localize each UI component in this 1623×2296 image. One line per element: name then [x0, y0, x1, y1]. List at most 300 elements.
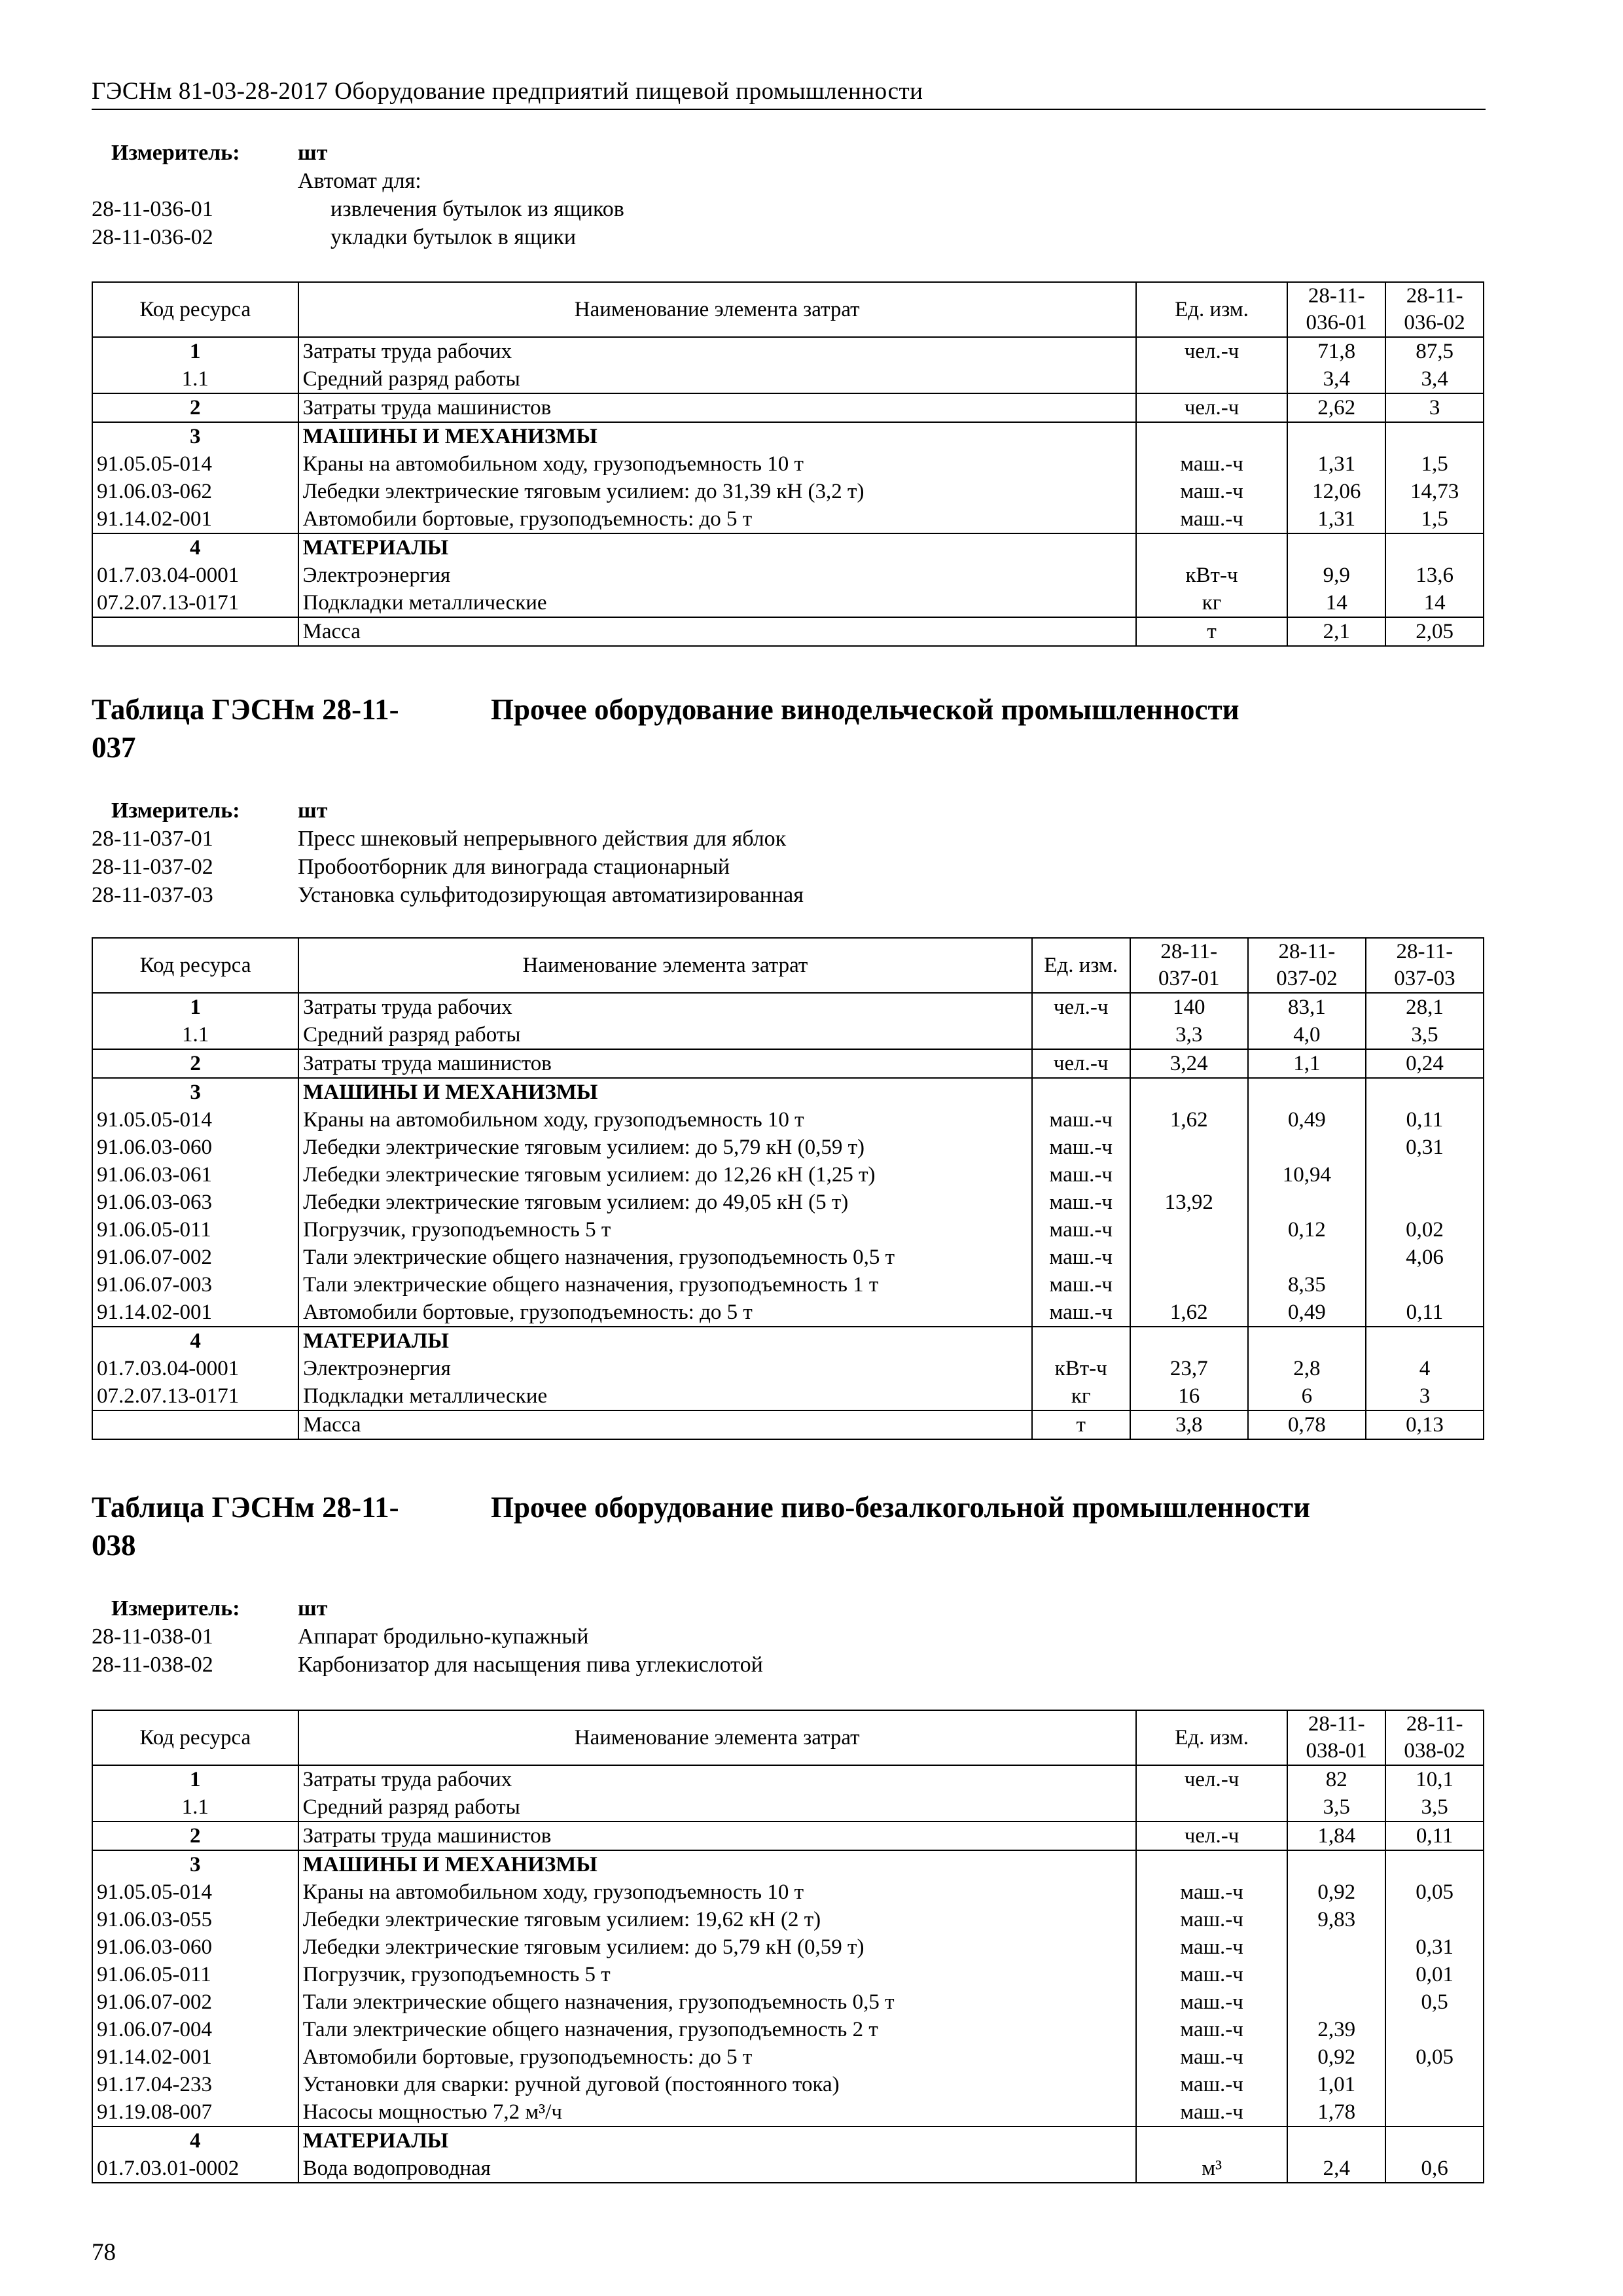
- cost-element-cell: Электроэнергия: [298, 1355, 1032, 1382]
- value-cell: 0,92: [1287, 1878, 1385, 1906]
- resource-code-cell: 91.06.05-011: [92, 1961, 298, 1988]
- unit-cell: [1032, 1327, 1130, 1355]
- unit-cell: кг: [1032, 1382, 1130, 1410]
- value-cell: 1,62: [1130, 1299, 1248, 1327]
- value-cell: 2,62: [1287, 393, 1385, 422]
- value-cell: 0,11: [1385, 1821, 1484, 1850]
- table-row: [92, 2043, 1484, 2071]
- cost-element-cell: МАТЕРИАЛЫ: [298, 2126, 1136, 2155]
- unit-cell: т: [1136, 617, 1288, 646]
- resource-code-cell: 91.06.07-004: [92, 2016, 298, 2043]
- page-number: 78: [92, 2239, 116, 2266]
- meas-label: Измеритель:: [111, 798, 240, 823]
- unit-cell: маш.-ч: [1136, 2098, 1288, 2126]
- measure-block-3: [92, 1594, 1486, 1679]
- resource-code-cell: 91.06.05-011: [92, 1216, 298, 1244]
- value-cell: [1130, 1271, 1248, 1299]
- unit-cell: [1032, 1021, 1130, 1049]
- value-cell: 1,5: [1385, 505, 1484, 533]
- value-cell: [1248, 1189, 1366, 1216]
- value-cell: 13,92: [1130, 1189, 1248, 1216]
- value-cell: 2,1: [1287, 617, 1385, 646]
- table-title-text: Прочее оборудование винодельческой промышленности: [491, 693, 1240, 726]
- unit-cell: маш.-ч: [1136, 2043, 1288, 2071]
- cost-element-cell: Тали электрические общего назначения, грузоподъемность 2 т: [298, 2016, 1136, 2043]
- value-cell: 3,5: [1385, 1793, 1484, 1821]
- table-row: [92, 1961, 1484, 1988]
- resource-code-cell: 4: [92, 2126, 298, 2155]
- value-cell: 16: [1130, 1382, 1248, 1410]
- value-cell: 1,5: [1385, 450, 1484, 478]
- measure-block-1: [92, 139, 1486, 251]
- value-cell: [1248, 1327, 1366, 1355]
- page-header: ГЭСНм 81-03-28-2017 Оборудование предприятий пищевой промышленности: [92, 77, 1486, 110]
- table-row: [92, 1189, 1484, 1216]
- table-row: [92, 1355, 1484, 1382]
- cost-element-cell: Лебедки электрические тяговым усилием: до 5,79 кН (0,59 т): [298, 1134, 1032, 1161]
- value-cell: 9,83: [1287, 1906, 1385, 1933]
- unit-cell: маш.-ч: [1136, 2016, 1288, 2043]
- value-cell: 87,5: [1385, 337, 1484, 365]
- unit-cell: маш.-ч: [1032, 1216, 1130, 1244]
- value-cell: 2,05: [1385, 617, 1484, 646]
- value-cell: [1385, 2016, 1484, 2043]
- resource-code-cell: 4: [92, 1327, 298, 1355]
- value-cell: 3,4: [1385, 365, 1484, 393]
- table-row: [92, 1793, 1484, 1821]
- resource-code-cell: 01.7.03.04-0001: [92, 1355, 298, 1382]
- value-cell: [1366, 1078, 1484, 1106]
- column-header: 28-11- 037-03: [1366, 938, 1484, 993]
- value-cell: 0,11: [1366, 1299, 1484, 1327]
- resource-code-cell: 91.06.07-003: [92, 1271, 298, 1299]
- value-cell: 1,31: [1287, 450, 1385, 478]
- value-cell: 9,9: [1287, 562, 1385, 589]
- unit-cell: маш.-ч: [1136, 505, 1288, 533]
- value-cell: [1287, 533, 1385, 562]
- unit-cell: чел.-ч: [1136, 393, 1288, 422]
- column-header: Ед. изм.: [1136, 1710, 1288, 1765]
- table-row: [92, 1078, 1484, 1106]
- cost-element-cell: Лебедки электрические тяговым усилием: до 5,79 кН (0,59 т): [298, 1933, 1136, 1961]
- item-name: укладки бутылок в ящики: [330, 225, 577, 249]
- cost-element-cell: Установки для сварки: ручной дуговой (постоянного тока): [298, 2071, 1136, 2098]
- table-row: [92, 1988, 1484, 2016]
- value-cell: [1130, 1078, 1248, 1106]
- value-cell: 0,5: [1385, 1988, 1484, 2016]
- table-row: [92, 562, 1484, 589]
- cost-element-cell: Подкладки металлические: [298, 589, 1136, 617]
- cost-element-cell: Средний разряд работы: [298, 1021, 1032, 1049]
- cost-element-cell: МАТЕРИАЛЫ: [298, 1327, 1032, 1355]
- resource-code-cell: 91.05.05-014: [92, 450, 298, 478]
- item-name: Пробоотборник для винограда стационарный: [298, 855, 730, 879]
- unit-cell: маш.-ч: [1032, 1299, 1130, 1327]
- value-cell: 12,06: [1287, 478, 1385, 505]
- value-cell: [1287, 1988, 1385, 2016]
- value-cell: 0,6: [1385, 2155, 1484, 2183]
- unit-cell: чел.-ч: [1136, 337, 1288, 365]
- unit-cell: кВт-ч: [1032, 1355, 1130, 1382]
- value-cell: [1130, 1327, 1248, 1355]
- value-cell: 0,05: [1385, 2043, 1484, 2071]
- value-cell: [1130, 1216, 1248, 1244]
- value-cell: 0,24: [1366, 1049, 1484, 1078]
- table-row: [92, 478, 1484, 505]
- value-cell: [1248, 1134, 1366, 1161]
- unit-cell: чел.-ч: [1136, 1821, 1288, 1850]
- value-cell: 1,78: [1287, 2098, 1385, 2126]
- resource-code-cell: 01.7.03.04-0001: [92, 562, 298, 589]
- table-row: [92, 1049, 1484, 1078]
- column-header: 28-11- 038-01: [1287, 1710, 1385, 1765]
- cost-table-3: [92, 1710, 1484, 2183]
- value-cell: [1385, 2071, 1484, 2098]
- resource-code-cell: 1.1: [92, 365, 298, 393]
- column-header: Ед. изм.: [1032, 938, 1130, 993]
- cost-element-cell: Затраты труда рабочих: [298, 1765, 1136, 1793]
- value-cell: [1366, 1327, 1484, 1355]
- resource-code-cell: 91.06.03-062: [92, 478, 298, 505]
- table-row: [92, 337, 1484, 365]
- table-row: [92, 589, 1484, 617]
- table-row: [92, 1850, 1484, 1878]
- value-cell: 3,5: [1287, 1793, 1385, 1821]
- unit-cell: маш.-ч: [1136, 1988, 1288, 2016]
- table-title-3: [92, 1488, 1486, 1564]
- table-number: Таблица ГЭСНм 28-11-: [92, 693, 399, 726]
- resource-code-cell: 91.17.04-233: [92, 2071, 298, 2098]
- resource-code-cell: 91.06.03-063: [92, 1189, 298, 1216]
- value-cell: 4: [1366, 1355, 1484, 1382]
- cost-element-cell: Лебедки электрические тяговым усилием: 19,62 кН (2 т): [298, 1906, 1136, 1933]
- resource-code-cell: 91.19.08-007: [92, 2098, 298, 2126]
- table-row: [92, 505, 1484, 533]
- value-cell: 0,12: [1248, 1216, 1366, 1244]
- value-cell: 4,0: [1248, 1021, 1366, 1049]
- unit-cell: чел.-ч: [1032, 993, 1130, 1021]
- unit-cell: чел.-ч: [1032, 1049, 1130, 1078]
- item-name: Установка сульфитодозирующая автоматизированная: [298, 883, 804, 907]
- unit-cell: маш.-ч: [1032, 1134, 1130, 1161]
- meas-intro: Автомат для:: [298, 169, 421, 193]
- value-cell: [1130, 1244, 1248, 1271]
- unit-cell: чел.-ч: [1136, 1765, 1288, 1793]
- value-cell: 10,1: [1385, 1765, 1484, 1793]
- value-cell: 13,6: [1385, 562, 1484, 589]
- unit-cell: [1136, 1850, 1288, 1878]
- cost-element-cell: Средний разряд работы: [298, 1793, 1136, 1821]
- cost-element-cell: Лебедки электрические тяговым усилием: до 49,05 кН (5 т): [298, 1189, 1032, 1216]
- value-cell: [1287, 422, 1385, 450]
- resource-code-cell: 91.14.02-001: [92, 1299, 298, 1327]
- unit-cell: кг: [1136, 589, 1288, 617]
- item-code: 28-11-038-01: [92, 1624, 213, 1649]
- resource-code-cell: 2: [92, 393, 298, 422]
- value-cell: 71,8: [1287, 337, 1385, 365]
- value-cell: 1,31: [1287, 505, 1385, 533]
- resource-code-cell: 91.14.02-001: [92, 505, 298, 533]
- value-cell: [1385, 1906, 1484, 1933]
- cost-element-cell: МАШИНЫ И МЕХАНИЗМЫ: [298, 1850, 1136, 1878]
- value-cell: 2,4: [1287, 2155, 1385, 2183]
- item-code: 28-11-037-03: [92, 883, 213, 907]
- table-row: [92, 617, 1484, 646]
- value-cell: [1366, 1189, 1484, 1216]
- value-cell: [1248, 1078, 1366, 1106]
- cost-element-cell: Тали электрические общего назначения, грузоподъемность 0,5 т: [298, 1244, 1032, 1271]
- table-row: [92, 1299, 1484, 1327]
- value-cell: 1,01: [1287, 2071, 1385, 2098]
- value-cell: 0,92: [1287, 2043, 1385, 2071]
- table-number: Таблица ГЭСНм 28-11-: [92, 1491, 399, 1524]
- cost-element-cell: МАШИНЫ И МЕХАНИЗМЫ: [298, 1078, 1032, 1106]
- value-cell: 0,01: [1385, 1961, 1484, 1988]
- cost-element-cell: Масса: [298, 617, 1136, 646]
- table-row: [92, 2155, 1484, 2183]
- resource-code-cell: 1.1: [92, 1021, 298, 1049]
- meas-label: Измеритель:: [111, 1596, 240, 1621]
- unit-cell: маш.-ч: [1136, 1961, 1288, 1988]
- value-cell: 3,24: [1130, 1049, 1248, 1078]
- value-cell: 3: [1366, 1382, 1484, 1410]
- unit-cell: м³: [1136, 2155, 1288, 2183]
- value-cell: 2,8: [1248, 1355, 1366, 1382]
- resource-code-cell: 91.06.03-061: [92, 1161, 298, 1189]
- resource-code-cell: 1.1: [92, 1793, 298, 1821]
- value-cell: 6: [1248, 1382, 1366, 1410]
- value-cell: [1287, 1933, 1385, 1961]
- item-name: Карбонизатор для насыщения пива углекислотой: [298, 1653, 763, 1677]
- value-cell: [1366, 1161, 1484, 1189]
- unit-cell: [1136, 365, 1288, 393]
- resource-code-cell: 3: [92, 1850, 298, 1878]
- table-row: [92, 993, 1484, 1021]
- value-cell: [1385, 1850, 1484, 1878]
- value-cell: [1287, 2126, 1385, 2155]
- column-header: Код ресурса: [92, 1710, 298, 1765]
- resource-code-cell: 91.14.02-001: [92, 2043, 298, 2071]
- table-title-2: [92, 691, 1486, 766]
- table-row: [92, 1382, 1484, 1410]
- cost-element-cell: Погрузчик, грузоподъемность 5 т: [298, 1216, 1032, 1244]
- value-cell: 3,5: [1366, 1021, 1484, 1049]
- resource-code-cell: 91.06.03-060: [92, 1134, 298, 1161]
- column-header: Наименование элемента затрат: [298, 1710, 1136, 1765]
- item-name: Аппарат бродильно-купажный: [298, 1624, 589, 1649]
- value-cell: 8,35: [1248, 1271, 1366, 1299]
- cost-element-cell: Электроэнергия: [298, 562, 1136, 589]
- value-cell: 2,39: [1287, 2016, 1385, 2043]
- table-row: [92, 1271, 1484, 1299]
- item-code: 28-11-037-02: [92, 855, 213, 879]
- unit-cell: маш.-ч: [1032, 1189, 1130, 1216]
- column-header: 28-11- 038-02: [1385, 1710, 1484, 1765]
- value-cell: 0,13: [1366, 1410, 1484, 1439]
- table-title-text: Прочее оборудование пиво-безалкогольной промышленности: [491, 1491, 1311, 1524]
- resource-code-cell: 1: [92, 1765, 298, 1793]
- table-row: [92, 365, 1484, 393]
- cost-element-cell: Подкладки металлические: [298, 1382, 1032, 1410]
- table-row: [92, 1878, 1484, 1906]
- table-row: [92, 2126, 1484, 2155]
- cost-table-1: [92, 281, 1484, 647]
- value-cell: 4,06: [1366, 1244, 1484, 1271]
- cost-element-cell: Краны на автомобильном ходу, грузоподъемность 10 т: [298, 1878, 1136, 1906]
- cost-element-cell: Масса: [298, 1410, 1032, 1439]
- table-row: [92, 450, 1484, 478]
- cost-element-cell: Затраты труда рабочих: [298, 993, 1032, 1021]
- cost-element-cell: Погрузчик, грузоподъемность 5 т: [298, 1961, 1136, 1988]
- resource-code-cell: 1: [92, 993, 298, 1021]
- column-header: 28-11- 036-02: [1385, 282, 1484, 337]
- meas-label: Измеритель:: [111, 141, 240, 165]
- item-code: 28-11-037-01: [92, 827, 213, 851]
- item-name: извлечения бутылок из ящиков: [330, 197, 624, 221]
- unit-cell: маш.-ч: [1032, 1271, 1130, 1299]
- value-cell: 3,8: [1130, 1410, 1248, 1439]
- resource-code-cell: 3: [92, 422, 298, 450]
- table-row: [92, 533, 1484, 562]
- cost-element-cell: Лебедки электрические тяговым усилием: до 31,39 кН (3,2 т): [298, 478, 1136, 505]
- meas-unit: шт: [298, 798, 328, 823]
- value-cell: 3,4: [1287, 365, 1385, 393]
- value-cell: 3,3: [1130, 1021, 1248, 1049]
- table-row: [92, 1244, 1484, 1271]
- unit-cell: маш.-ч: [1136, 1878, 1288, 1906]
- cost-element-cell: Затраты труда машинистов: [298, 393, 1136, 422]
- unit-cell: [1136, 2126, 1288, 2155]
- value-cell: 0,31: [1385, 1933, 1484, 1961]
- value-cell: 14: [1385, 589, 1484, 617]
- cost-table-2: [92, 937, 1484, 1440]
- unit-cell: маш.-ч: [1136, 478, 1288, 505]
- value-cell: 0,49: [1248, 1299, 1366, 1327]
- resource-code-cell: 4: [92, 533, 298, 562]
- unit-cell: [1136, 533, 1288, 562]
- table-row: [92, 1134, 1484, 1161]
- table-row: [92, 1821, 1484, 1850]
- value-cell: 14,73: [1385, 478, 1484, 505]
- table-number-suffix: 037: [92, 731, 136, 764]
- table-row: [92, 422, 1484, 450]
- resource-code-cell: 91.06.03-060: [92, 1933, 298, 1961]
- cost-element-cell: Затраты труда машинистов: [298, 1049, 1032, 1078]
- value-cell: [1130, 1161, 1248, 1189]
- cost-element-cell: Краны на автомобильном ходу, грузоподъемность 10 т: [298, 1106, 1032, 1134]
- value-cell: [1385, 2098, 1484, 2126]
- value-cell: 0,05: [1385, 1878, 1484, 1906]
- resource-code-cell: 2: [92, 1049, 298, 1078]
- value-cell: [1130, 1134, 1248, 1161]
- value-cell: 0,49: [1248, 1106, 1366, 1134]
- value-cell: 28,1: [1366, 993, 1484, 1021]
- table-row: [92, 1216, 1484, 1244]
- meas-unit: шт: [298, 141, 328, 165]
- value-cell: 0,31: [1366, 1134, 1484, 1161]
- resource-code-cell: 07.2.07.13-0171: [92, 1382, 298, 1410]
- resource-code-cell: [92, 617, 298, 646]
- item-name: Пресс шнековый непрерывного действия для яблок: [298, 827, 787, 851]
- cost-element-cell: Автомобили бортовые, грузоподъемность: до 5 т: [298, 505, 1136, 533]
- table-row: [92, 2098, 1484, 2126]
- value-cell: 14: [1287, 589, 1385, 617]
- unit-cell: маш.-ч: [1136, 2071, 1288, 2098]
- table-row: [92, 1106, 1484, 1134]
- table-row: [92, 2071, 1484, 2098]
- resource-code-cell: 91.06.07-002: [92, 1244, 298, 1271]
- resource-code-cell: 91.05.05-014: [92, 1878, 298, 1906]
- unit-cell: [1136, 1793, 1288, 1821]
- resource-code-cell: 91.06.07-002: [92, 1988, 298, 2016]
- cost-element-cell: Лебедки электрические тяговым усилием: до 12,26 кН (1,25 т): [298, 1161, 1032, 1189]
- table-row: [92, 1933, 1484, 1961]
- item-code: 28-11-036-02: [92, 225, 213, 249]
- cost-element-cell: Краны на автомобильном ходу, грузоподъемность 10 т: [298, 450, 1136, 478]
- cost-element-cell: МАТЕРИАЛЫ: [298, 533, 1136, 562]
- item-code: 28-11-038-02: [92, 1653, 213, 1677]
- value-cell: [1366, 1271, 1484, 1299]
- value-cell: 1,1: [1248, 1049, 1366, 1078]
- column-header: 28-11- 037-01: [1130, 938, 1248, 993]
- resource-code-cell: 91.06.03-055: [92, 1906, 298, 1933]
- resource-code-cell: 3: [92, 1078, 298, 1106]
- unit-cell: маш.-ч: [1032, 1161, 1130, 1189]
- unit-cell: кВт-ч: [1136, 562, 1288, 589]
- value-cell: 3: [1385, 393, 1484, 422]
- item-code: 28-11-036-01: [92, 197, 213, 221]
- column-header: Ед. изм.: [1136, 282, 1288, 337]
- table-row: [92, 2016, 1484, 2043]
- cost-element-cell: Затраты труда машинистов: [298, 1821, 1136, 1850]
- value-cell: 1,62: [1130, 1106, 1248, 1134]
- cost-element-cell: Средний разряд работы: [298, 365, 1136, 393]
- column-header: Код ресурса: [92, 282, 298, 337]
- value-cell: [1385, 533, 1484, 562]
- unit-cell: [1136, 422, 1288, 450]
- table-row: [92, 1327, 1484, 1355]
- value-cell: 23,7: [1130, 1355, 1248, 1382]
- column-header: 28-11- 036-01: [1287, 282, 1385, 337]
- resource-code-cell: 07.2.07.13-0171: [92, 589, 298, 617]
- value-cell: 83,1: [1248, 993, 1366, 1021]
- value-cell: [1248, 1244, 1366, 1271]
- table-row: [92, 1906, 1484, 1933]
- value-cell: 82: [1287, 1765, 1385, 1793]
- value-cell: [1287, 1850, 1385, 1878]
- cost-element-cell: Насосы мощностью 7,2 м³/ч: [298, 2098, 1136, 2126]
- cost-element-cell: Вода водопроводная: [298, 2155, 1136, 2183]
- table-row: [92, 1161, 1484, 1189]
- column-header: Наименование элемента затрат: [298, 282, 1136, 337]
- value-cell: [1385, 2126, 1484, 2155]
- unit-cell: маш.-ч: [1136, 1933, 1288, 1961]
- resource-code-cell: 2: [92, 1821, 298, 1850]
- cost-element-cell: Автомобили бортовые, грузоподъемность: до 5 т: [298, 1299, 1032, 1327]
- cost-element-cell: Тали электрические общего назначения, грузоподъемность 0,5 т: [298, 1988, 1136, 2016]
- unit-cell: маш.-ч: [1136, 450, 1288, 478]
- cost-element-cell: Тали электрические общего назначения, грузоподъемность 1 т: [298, 1271, 1032, 1299]
- unit-cell: т: [1032, 1410, 1130, 1439]
- column-header: Наименование элемента затрат: [298, 938, 1032, 993]
- resource-code-cell: 91.05.05-014: [92, 1106, 298, 1134]
- unit-cell: [1032, 1078, 1130, 1106]
- resource-code-cell: 01.7.03.01-0002: [92, 2155, 298, 2183]
- table-number-suffix: 038: [92, 1529, 136, 1562]
- resource-code-cell: [92, 1410, 298, 1439]
- table-row: [92, 1765, 1484, 1793]
- unit-cell: маш.-ч: [1136, 1906, 1288, 1933]
